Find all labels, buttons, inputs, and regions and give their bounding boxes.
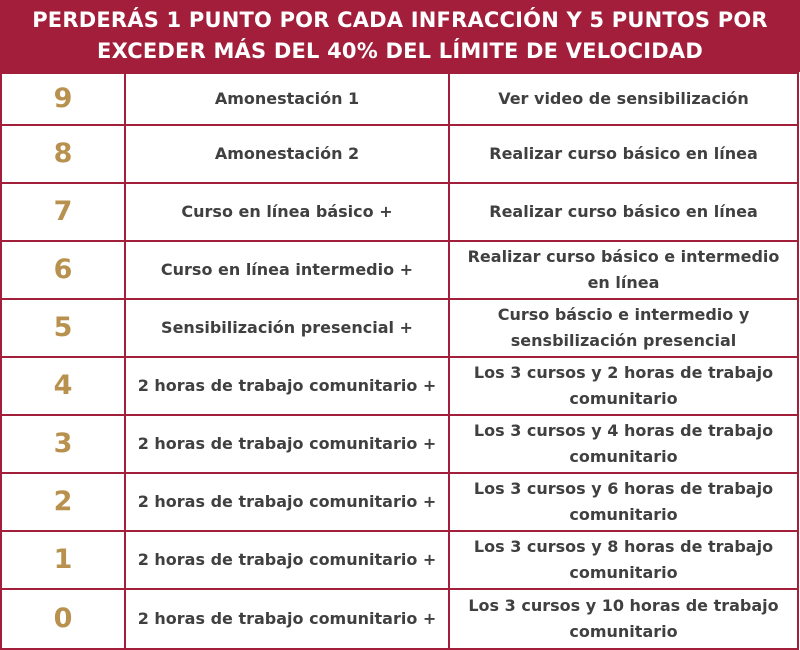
action-cell: Los 3 cursos y 8 horas de trabajo comunitario — [449, 531, 798, 589]
points-cell: 2 — [1, 473, 125, 531]
points-cell: 7 — [1, 183, 125, 241]
table-row — [1, 299, 798, 357]
action-cell: Ver video de sensibilización — [449, 73, 798, 125]
points-cell: 9 — [1, 73, 125, 125]
table-row — [1, 241, 798, 299]
table-row — [1, 125, 798, 183]
header-line-1: PERDERÁS 1 PUNTO POR CADA INFRACCIÓN Y 5 PUNTOS POR — [32, 8, 768, 32]
action-cell: Realizar curso básico en línea — [449, 183, 798, 241]
sanction-cell: Curso en línea básico + — [125, 183, 449, 241]
table-row — [1, 73, 798, 125]
action-cell: Los 3 cursos y 4 horas de trabajo comunitario — [449, 415, 798, 473]
points-cell: 3 — [1, 415, 125, 473]
sanction-cell: Amonestación 1 — [125, 73, 449, 125]
points-cell: 0 — [1, 589, 125, 649]
header-line-2: EXCEDER MÁS DEL 40% DEL LÍMITE DE VELOCIDAD — [97, 39, 703, 63]
action-cell: Realizar curso básico e intermedio en línea — [449, 241, 798, 299]
sanction-cell: 2 horas de trabajo comunitario + — [125, 589, 449, 649]
points-table — [0, 72, 799, 650]
points-cell: 1 — [1, 531, 125, 589]
table-row — [1, 473, 798, 531]
points-cell: 6 — [1, 241, 125, 299]
table-row — [1, 357, 798, 415]
sanction-cell: 2 horas de trabajo comunitario + — [125, 473, 449, 531]
action-cell: Los 3 cursos y 2 horas de trabajo comunitario — [449, 357, 798, 415]
table-row — [1, 589, 798, 649]
points-cell: 5 — [1, 299, 125, 357]
sanction-cell: Curso en línea intermedio + — [125, 241, 449, 299]
action-cell: Los 3 cursos y 6 horas de trabajo comunitario — [449, 473, 798, 531]
table-row — [1, 415, 798, 473]
sanction-cell: 2 horas de trabajo comunitario + — [125, 357, 449, 415]
table-row — [1, 531, 798, 589]
action-cell: Los 3 cursos y 10 horas de trabajo comunitario — [449, 589, 798, 649]
sanction-cell: 2 horas de trabajo comunitario + — [125, 531, 449, 589]
sanction-cell: Amonestación 2 — [125, 125, 449, 183]
sanction-cell: Sensibilización presencial + — [125, 299, 449, 357]
table-row — [1, 183, 798, 241]
points-cell: 4 — [1, 357, 125, 415]
action-cell: Curso báscio e intermedio y sensbilización presencial — [449, 299, 798, 357]
points-cell: 8 — [1, 125, 125, 183]
action-cell: Realizar curso básico en línea — [449, 125, 798, 183]
table-header-banner — [0, 0, 800, 72]
sanction-cell: 2 horas de trabajo comunitario + — [125, 415, 449, 473]
